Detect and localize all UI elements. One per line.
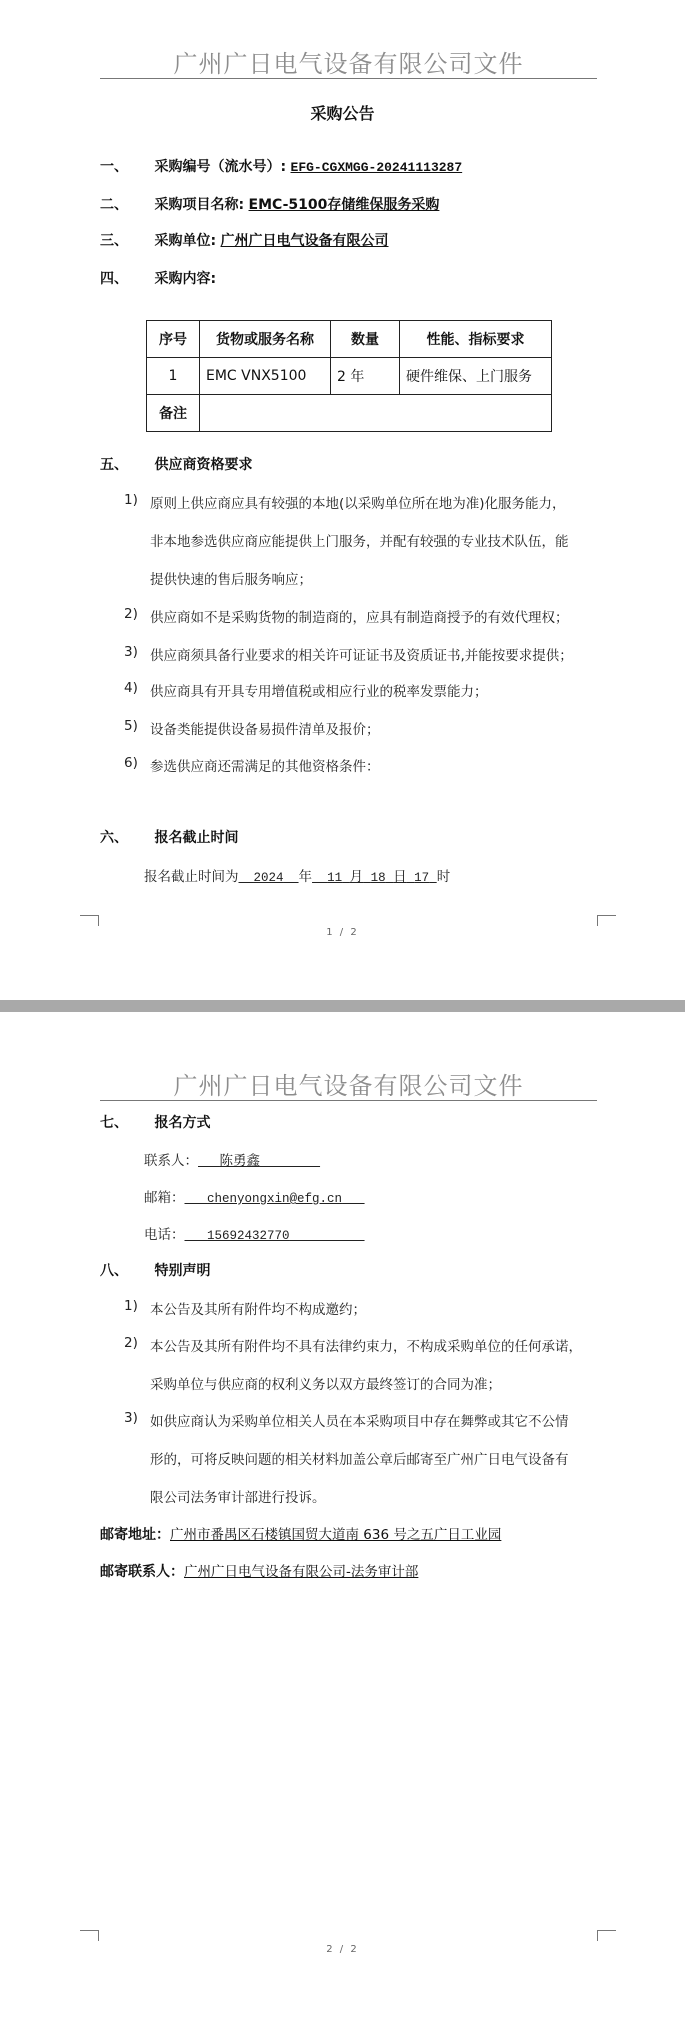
column-header: 序号 [147,321,200,358]
section-label: 报名方式 [154,1115,211,1131]
deadline-month-unit: 月 [349,869,364,885]
list-text: 供应商具有开具专用增值税或相应行业的税率发票能力； [150,684,488,700]
page-separator [0,1000,685,1012]
mail-contact-row [100,1560,418,1581]
contact-phone-row [144,1223,365,1243]
deadline-year [239,871,299,885]
section-label: 采购编号（流水号）: [154,159,287,175]
contact-email-label: 邮箱： [144,1190,185,1206]
list-text: 本公告及其所有附件均不构成邀约； [150,1302,366,1318]
deadline-year-value: 2024 [253,871,284,885]
list-number: 2) [124,606,138,622]
section-label: 采购内容: [154,271,217,287]
list-text: 如供应商认为采购单位相关人员在本采购项目中存在舞弊或其它不公情 [150,1414,569,1430]
section-4 [100,268,216,288]
section-label: 采购单位: [154,233,217,249]
section-number: 一、 [100,159,128,175]
contact-email-value [185,1192,365,1206]
table-cell: 硬件维保、上门服务 [400,358,552,395]
section-number: 四、 [100,271,128,287]
table-cell: 1 [147,358,200,395]
page-corner-mark [80,1930,99,1941]
section-3 [100,230,389,250]
table-row [147,395,552,432]
table-cell: 2 年 [331,358,400,395]
section-number: 三、 [100,233,128,249]
section-number: 七、 [100,1115,128,1131]
header-rule [100,1100,597,1101]
contact-person-value [198,1153,320,1169]
deadline-prefix: 报名截止时间为 [144,869,239,885]
list-number: 4) [124,680,138,696]
section-7 [100,1112,210,1132]
document-header: 广州广日电气设备有限公司文件 [173,50,524,78]
page-1 [0,0,685,1000]
document-header: 广州广日电气设备有限公司文件 [173,1072,524,1100]
procurement-number: EFG-CGXMGG-20241113287 [290,160,463,175]
deadline-month [312,871,350,885]
list-text: 参选供应商还需满足的其他资格条件： [150,759,380,775]
purchasing-unit: 广州广日电气设备有限公司 [220,233,389,249]
page-corner-mark [597,915,616,926]
procurement-table [146,320,552,432]
section-number: 八、 [100,1263,128,1279]
list-number: 3) [124,1410,138,1426]
section-2 [100,194,439,214]
list-number: 1) [124,1298,138,1314]
deadline-month-value: 11 [327,871,343,885]
page-corner-mark [597,1930,616,1941]
section-5 [100,454,252,474]
list-text: 原则上供应商应具有较强的本地(以采购单位所在地为准)化服务能力， [150,496,566,512]
page-number: 2 / 2 [326,1944,359,1955]
contact-phone: 15692432770 [207,1229,290,1243]
contact-email: chenyongxin@efg.cn [207,1192,343,1206]
table-header-row [147,321,552,358]
deadline-year-unit: 年 [298,869,313,885]
page-2 [0,1012,685,2017]
declaration-2-line-2: 采购单位与供应商的权利义务以双方最终签订的合同为准； [150,1377,501,1393]
deadline-hour-value: 17 [414,871,430,885]
column-header: 货物或服务名称 [200,321,331,358]
contact-person: 陈勇鑫 [219,1153,260,1169]
list-text: 设备类能提供设备易损件清单及报价； [150,722,380,738]
list-number: 2) [124,1335,138,1351]
contact-phone-value [185,1229,365,1243]
column-header: 数量 [331,321,400,358]
list-number: 3) [124,644,138,660]
project-name: EMC-5100存储维保服务采购 [248,197,440,213]
contact-phone-label: 电话： [144,1227,185,1243]
list-number: 1) [124,492,138,508]
section-8 [100,1260,210,1280]
list-text: 供应商须具备行业要求的相关许可证证书及资质证书,并能按要求提供； [150,648,573,664]
deadline-day-unit: 日 [393,869,407,885]
deadline-line [144,865,450,885]
section-number: 二、 [100,197,128,213]
requirement-1-line-3: 提供快速的售后服务响应； [150,572,312,588]
list-number: 5) [124,718,138,734]
list-text: 供应商如不是采购货物的制造商的，应具有制造商授予的有效代理权； [150,610,569,626]
table-row [147,358,552,395]
section-6 [100,827,238,847]
column-header: 性能、指标要求 [400,321,552,358]
section-number: 六、 [100,830,128,846]
deadline-hour [407,871,437,885]
section-label: 报名截止时间 [154,830,239,846]
list-number: 6) [124,755,138,771]
section-1 [100,156,462,176]
mail-address-label: 邮寄地址： [100,1527,170,1543]
deadline-day-value: 18 [370,871,386,885]
page-title: 采购公告 [310,104,375,123]
declaration-3-line-3: 限公司法务审计部进行投诉。 [150,1490,326,1506]
section-label: 采购项目名称: [154,197,245,213]
requirement-1-line-2: 非本地参选供应商应能提供上门服务，并配有较强的专业技术队伍，能 [150,534,569,550]
remark-label: 备注 [147,395,200,432]
contact-person-row [144,1149,320,1169]
table-cell: EMC VNX5100 [200,358,331,395]
deadline-hour-unit: 时 [436,869,451,885]
mail-contact: 广州广日电气设备有限公司-法务审计部 [184,1564,419,1580]
mail-address: 广州市番禺区石楼镇国贸大道南 636 号之五广日工业园 [170,1527,502,1543]
declaration-3-line-2: 形的，可将反映问题的相关材料加盖公章后邮寄至广州广日电气设备有 [150,1452,569,1468]
deadline-day [363,871,393,885]
contact-email-row [144,1186,365,1206]
section-label: 供应商资格要求 [154,457,253,473]
contact-person-label: 联系人： [144,1153,198,1169]
section-label: 特别声明 [154,1263,211,1279]
page-number: 1 / 2 [326,927,359,938]
page-corner-mark [80,915,99,926]
mail-contact-label: 邮寄联系人： [100,1564,184,1580]
list-text: 本公告及其所有附件均不具有法律约束力，不构成采购单位的任何承诺， [150,1339,582,1355]
section-number: 五、 [100,457,128,473]
remark-cell [200,395,552,432]
header-rule [100,78,597,79]
mail-address-row [100,1523,501,1544]
